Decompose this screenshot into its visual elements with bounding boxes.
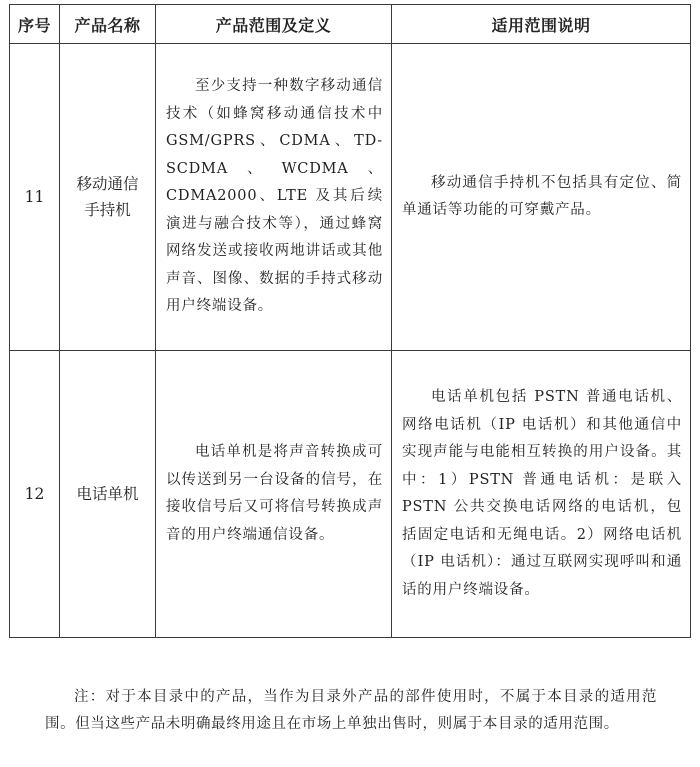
- row-serial-number: [10, 351, 60, 638]
- footnote: 注：对于本目录中的产品，当作为目录外产品的部件使用时，不属于本目录的适用范围。但当这些产品未明确最终用途且在市场上单独出售时，则属于本目录的适用范围。: [45, 689, 657, 732]
- header-product-name: 产品名称: [60, 5, 156, 44]
- serial-number-text: 12: [24, 485, 45, 503]
- product-catalog-table: [9, 4, 691, 638]
- serial-number-text: 11: [24, 188, 45, 206]
- row-product-definition: 电话单机是将声音转换成可以传送到另一台设备的信号，在接收信号后又可将信号转换成声音的用户终端通信设备。: [156, 351, 392, 638]
- header-scope-description: 适用范围说明: [392, 5, 691, 44]
- row-product-name: [60, 351, 156, 638]
- header-serial-number: 序号: [10, 5, 60, 44]
- row-product-name: [60, 44, 156, 351]
- product-name-text: 移动通信手持机: [76, 175, 139, 219]
- table-row: [10, 351, 691, 638]
- row-product-definition: 至少支持一种数字移动通信技术（如蜂窝移动通信技术中 GSM/GPRS、CDMA、TD-SCDMA、WCDMA、CDMA2000、LTE 及其后续演进与融合技术等），通过蜂窝网络发送或接收两地讲话或其他声音、图像、数据的手持式移动用户终端设备。: [156, 44, 392, 351]
- table-header-row: [10, 5, 691, 44]
- product-name-text: 电话单机: [76, 485, 139, 503]
- row-scope-description: 移动通信手持机不包括具有定位、简单通话等功能的可穿戴产品。: [392, 44, 691, 351]
- row-serial-number: [10, 44, 60, 351]
- header-product-definition: 产品范围及定义: [156, 5, 392, 44]
- row-scope-description: 电话单机包括 PSTN 普通电话机、网络电话机（IP 电话机）和其他通信中实现声能与电能相互转换的用户设备。其中：1）PSTN 普通电话机：是联入 PSTN 公共交换电话网络的电话机，包括固定电话和无绳电话。2）网络电话机（IP 电话机）：通过互联网实现呼叫和通话的用户终端设备。: [392, 351, 691, 638]
- table-row: [10, 44, 691, 351]
